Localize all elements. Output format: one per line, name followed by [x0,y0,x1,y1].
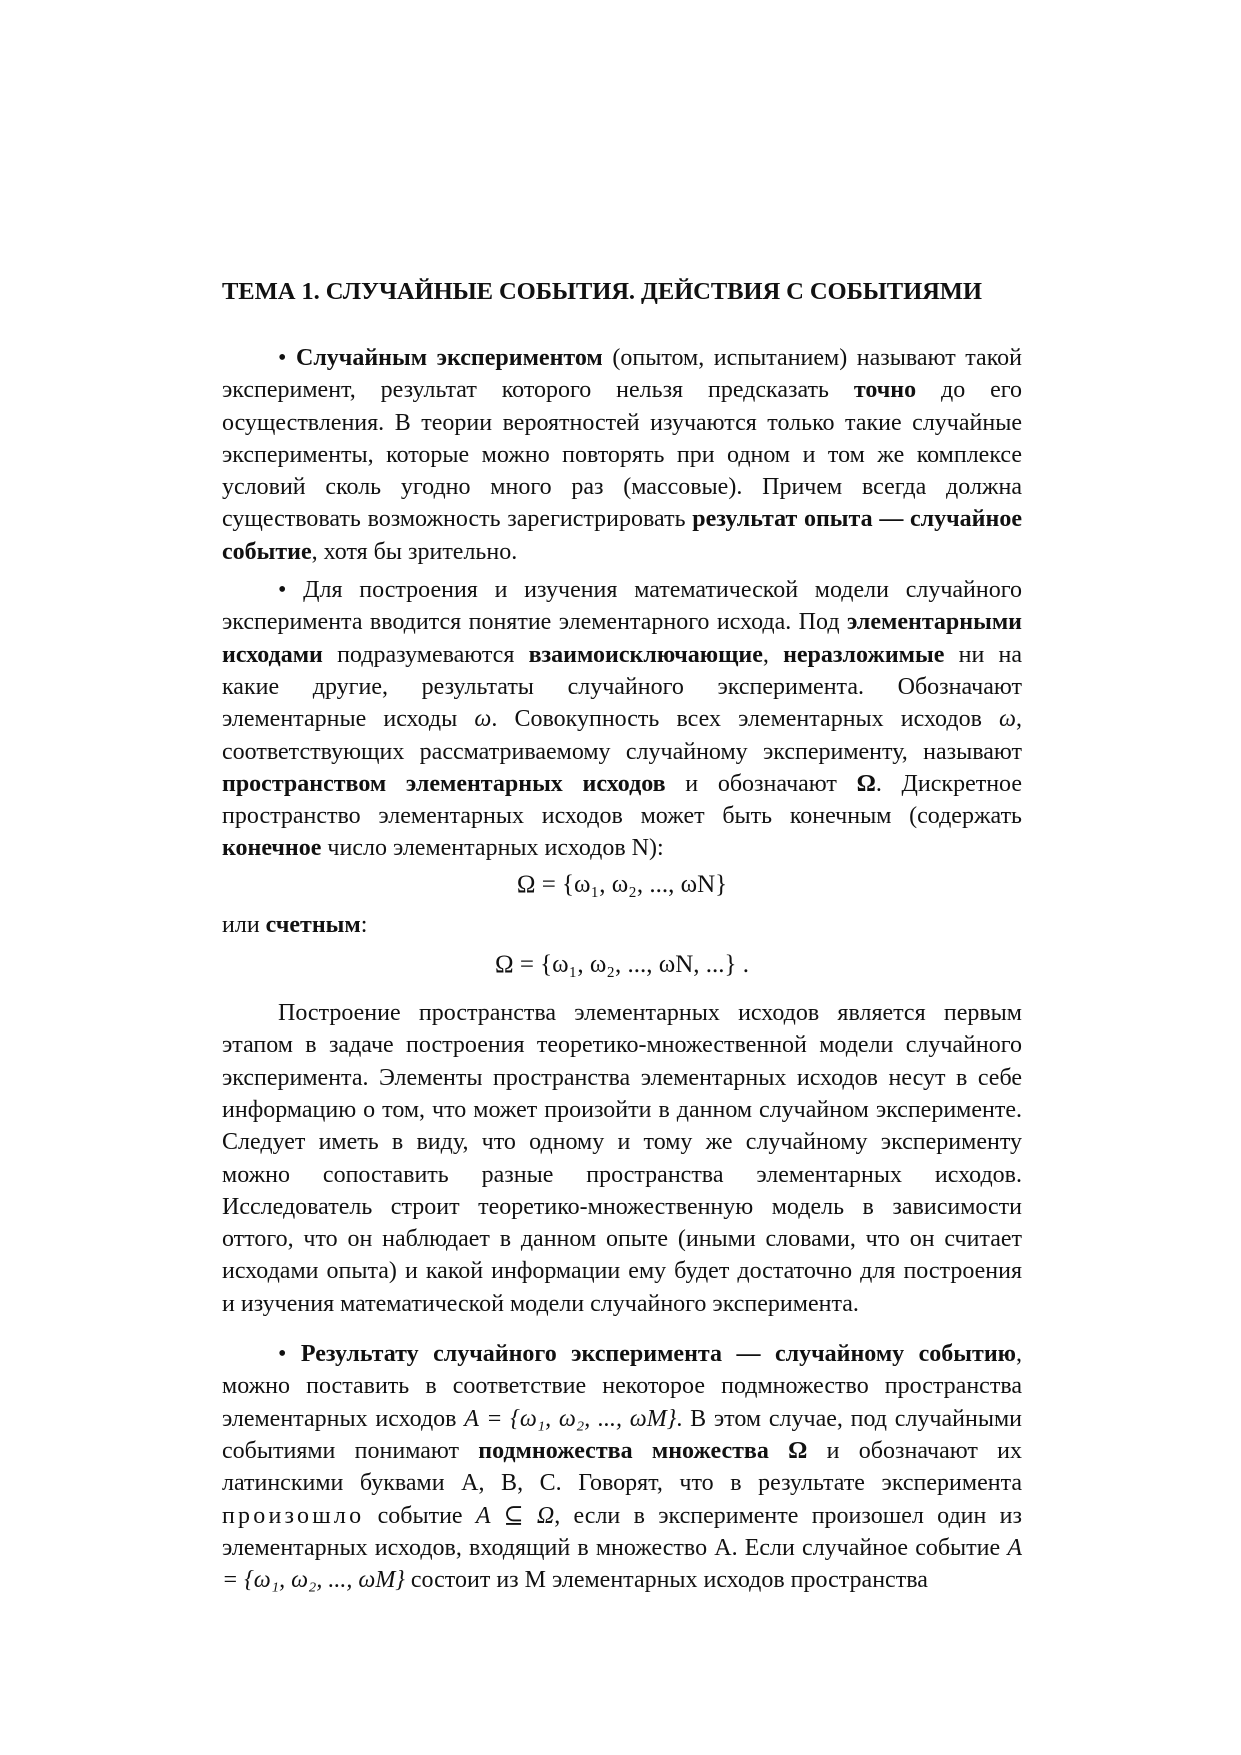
bullet: • [278,1341,287,1368]
Omega-symbol: Ω [856,770,876,797]
bullet: • [278,577,287,604]
section-heading: ТЕМА 1. СЛУЧАЙНЫЕ СОБЫТИЯ. ДЕЙСТВИЯ С СОБЫТИЯМИ [222,278,982,305]
paragraph-construction: Построение пространства элементарных исходов является первым этапом в задаче построения теоретико-множественной модели случайного эксперимента. Элементы пространства элементарных исходов несут в себе информацию о том, что может произойти в данном случайном эксперименте. Следует иметь в виду, что одному и тому же случайному эксперименту можно сопоставить разные пространства элементарных исходов. Исследователь строит теоретико-множественную модель в зависимости оттого, что он наблюдает в данном опыте (иными словами, что он считает исходами опыта) и какой информации ему будет достаточно для построения и изучения математической модели случайного эксперимента. [222,1000,1022,1317]
set-A-formula: A = {ω₁, ω₂, ..., ωM} [222,1534,1022,1594]
omega-symbol: ω [999,706,1016,733]
bullet: • [278,345,287,371]
paragraph-elementary-outcomes: • Для построения и изучения математической модели случайного эксперимента вводится понятие элементарного исхода. Под элементарными исходами подразумеваются взаимоисключающие, неразложимые ни на какие другие, результаты случайного эксперимента. Обозначают элементарные исходы ω. Совокупность всех элементарных исходов ω, соответствующих рассматриваемому случайному эксперименту, называют пространством элементарных исходов и обозначают Ω. Дискретное пространство элементарных исходов может быть конечным (содержать конечное число элементарных исходов N): [222,577,1022,862]
set-A-formula: A = {ω₁, ω₂, ..., ωM} [464,1405,677,1432]
formula-finite-space: Ω = {ω₁, ω₂, ..., ωN} [516,870,728,898]
paragraph-random-event: • Результату случайного эксперимента — случайному событию, можно поставить в соответствие некоторое подмножество пространства элементарных исходов A = {ω₁, ω₂, ..., ωM}. В этом случае, под случайными событиями понимают подмножества множества Ω и обозначают их латинскими буквами А, В, С. Говорят, что в результате эксперимента произошло событие A ⊆ Ω, если в эксперименте произошел один из элементарных исходов, входящий в множество А. Если случайное событие A = {ω₁, ω₂, ..., ωM} состоит из М элементарных исходов пространства [222,1341,1023,1594]
paragraph-random-experiment: • Случайным экспериментом (опытом, испытанием) называют такой эксперимент, результат которого нельзя предсказать точно до его осуществления. В теории вероятностей изучаются только такие случайные эксперименты, которые можно повторять при одном и том же комплексе условий сколь угодно много раз (массовые). Причем всегда должна существовать возможность зарегистрировать результат опыта — случайное событие, хотя бы зрительно. [222,345,1022,565]
page-content [222,278,1022,1596]
omega-symbol: ω [474,706,492,733]
formula-countable-space: Ω = {ω₁, ω₂, ..., ωN, ...} . [494,951,750,979]
subset-formula: A ⊆ Ω [475,1502,555,1529]
or-countable-line: или счетным: [222,911,368,938]
